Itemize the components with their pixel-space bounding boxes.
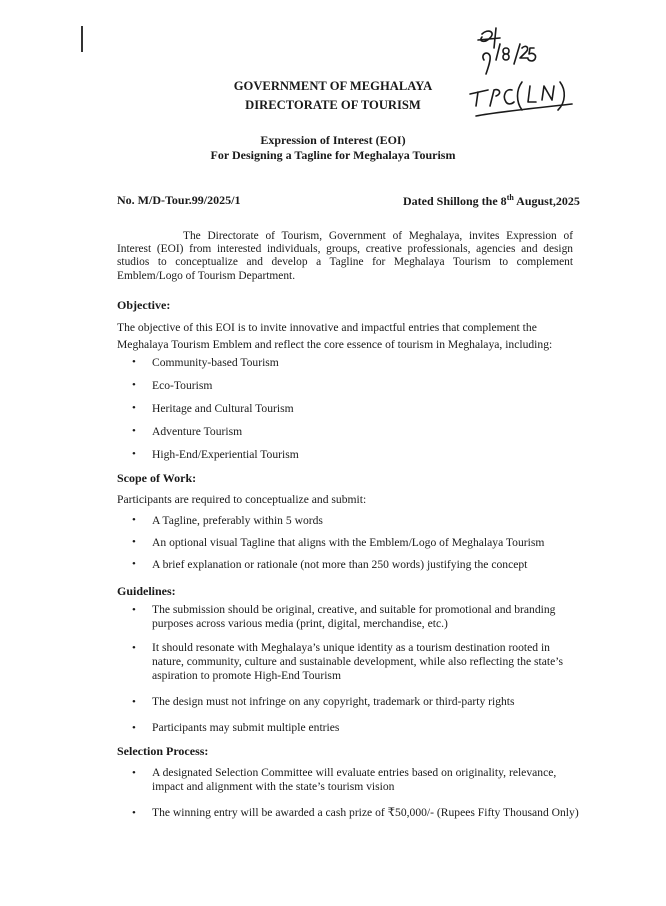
list-item: • The winning entry will be awarded a cash prize of ₹50,000/- (Rupees Fifty Thousand Only) xyxy=(132,806,580,826)
list-item: • Eco-Tourism xyxy=(132,379,580,402)
dated-prefix: Dated Shillong the 8 xyxy=(403,194,507,208)
dated-month-year: August,2025 xyxy=(513,194,580,208)
eoi-subtitle: For Designing a Tagline for Meghalaya Tourism xyxy=(210,148,456,162)
list-item: • A Tagline, preferably within 5 words xyxy=(132,514,580,536)
objective-text: The objective of this EOI is to invite innovative and impactful entries that complement the Meghalaya Tourism Emblem and reflect the core essence of tourism in Meghalaya, including: xyxy=(117,321,553,351)
objective-heading: Objective: xyxy=(117,298,171,312)
list-item: • It should resonate with Meghalaya’s unique identity as a tourism destination rooted in nature, community, culture and sustainable development, while also reflecting the state’s aspiration to promote High-End Tourism xyxy=(132,641,580,695)
eoi-title: Expression of Interest (EOI) xyxy=(260,133,406,147)
list-item: • A designated Selection Committee will evaluate entries based on originality, relevance, impact and alignment with the state’s tourism vision xyxy=(132,766,580,806)
dated-suffix-sup: th xyxy=(506,193,514,202)
list-item: • Community-based Tourism xyxy=(132,356,580,379)
scope-text: Participants are required to conceptualize and submit: xyxy=(117,493,367,506)
government-header: GOVERNMENT OF MEGHALAYA xyxy=(233,79,433,93)
selection-heading: Selection Process: xyxy=(117,744,209,758)
margin-mark xyxy=(81,26,83,52)
directorate-header: DIRECTORATE OF TOURISM xyxy=(245,98,421,112)
list-item: • A brief explanation or rationale (not more than 250 words) justifying the concept xyxy=(132,558,580,580)
list-item: • Participants may submit multiple entries xyxy=(132,721,580,743)
scope-heading: Scope of Work: xyxy=(117,471,197,485)
objective-list xyxy=(132,356,580,471)
selection-list xyxy=(132,766,580,826)
reference-number: No. M/D-Tour.99/2025/1 xyxy=(117,193,241,207)
guidelines-heading: Guidelines: xyxy=(117,584,176,598)
intro-paragraph: The Directorate of Tourism, Government of Meghalaya, invites Expression of Interest (EOI) from interested individuals, groups, creative professionals, agencies and design studios to conceptualize and develop a Tagline for Meghalaya Tourism to complement Emblem/Logo of Tourism Department. xyxy=(117,230,573,282)
list-item: • Adventure Tourism xyxy=(132,425,580,448)
list-item: • Heritage and Cultural Tourism xyxy=(132,402,580,425)
list-item: • The submission should be original, creative, and suitable for promotional and branding purposes across various media (print, digital, merchandise, etc.) xyxy=(132,603,580,641)
guidelines-list xyxy=(132,603,580,743)
dated-line xyxy=(403,193,580,209)
scope-list xyxy=(132,514,580,580)
list-item: • The design must not infringe on any copyright, trademark or third-party rights xyxy=(132,695,580,721)
list-item: • An optional visual Tagline that aligns with the Emblem/Logo of Meghalaya Tourism xyxy=(132,536,580,558)
list-item: • High-End/Experiential Tourism xyxy=(132,448,580,471)
